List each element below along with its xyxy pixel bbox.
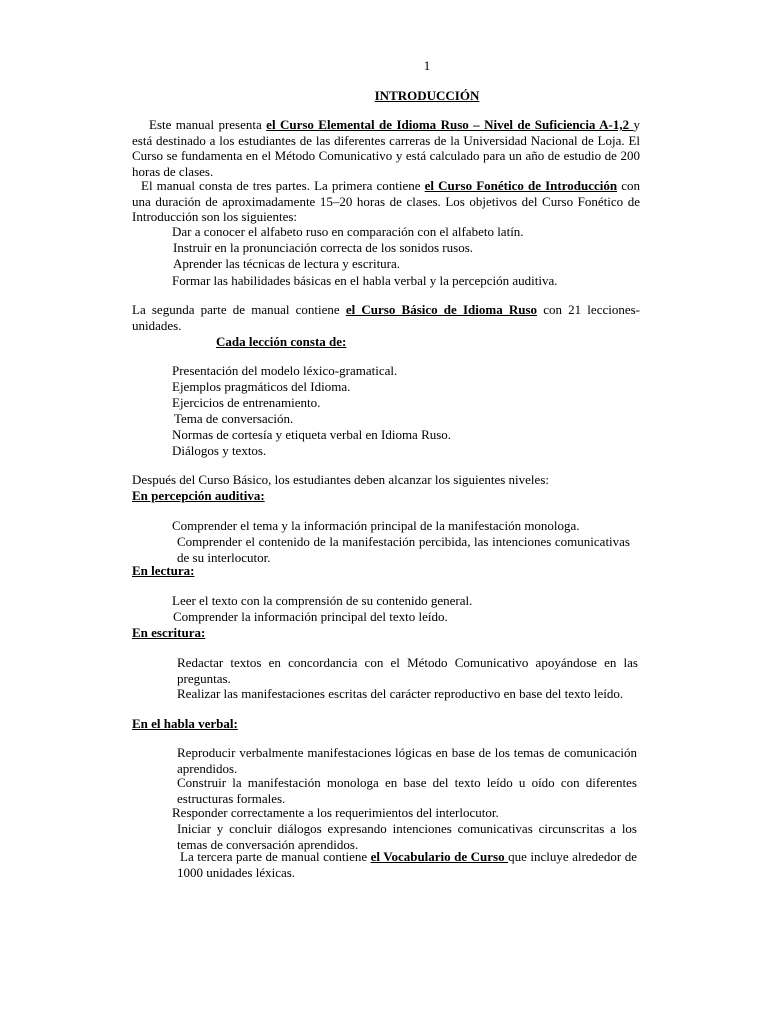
- intro-text: El manual consta de tres partes. La primera contiene: [141, 178, 425, 193]
- list-item: [177, 655, 638, 686]
- list-item: Presentación del modelo léxico-gramatical.: [172, 363, 398, 378]
- list-item: Tema de conversación.: [174, 411, 294, 426]
- list-item: [177, 745, 637, 776]
- list-item: Dar a conocer el alfabeto ruso en comparación con el alfabeto latín.: [172, 224, 524, 239]
- list-item-text: Construir la manifestación monologa en base del texto leído u oído con diferentes estructuras formales.: [177, 775, 637, 806]
- list-item: Ejemplos pragmáticos del Idioma.: [172, 379, 351, 394]
- body-text: Después del Curso Básico, los estudiantes deben alcanzar los siguientes niveles:: [132, 472, 549, 487]
- intro-paragraph-2: [132, 178, 640, 225]
- list-item: Ejercicios de entrenamiento.: [172, 395, 321, 410]
- list-item-text: Reproducir verbalmente manifestaciones lógicas en base de los temas de comunicación aprendidos.: [177, 745, 637, 776]
- list-item: Instruir en la pronunciación correcta de los sonidos rusos.: [173, 240, 474, 255]
- list-item: Comprender el tema y la información principal de la manifestación monologa.: [172, 518, 580, 533]
- list-item: [177, 534, 630, 565]
- intro-text: Este manual presenta: [149, 117, 267, 132]
- list-item-text: Comprender el contenido de la manifestación percibida, las intenciones comunicativas de su interlocutor.: [177, 534, 630, 565]
- third-part-paragraph: [177, 849, 637, 880]
- section-heading-auditiva: En percepción auditiva:: [132, 488, 265, 503]
- page-number: 1: [423, 58, 431, 73]
- list-item-text: Realizar las manifestaciones escritas del carácter reproductivo en base del texto leído.: [177, 686, 624, 701]
- body-text: con 21 lecciones-unidades.: [132, 302, 641, 333]
- list-item: [177, 821, 637, 852]
- course-title-elemental: el Curso Elemental de Idioma Ruso: [266, 117, 469, 132]
- course-title-phonetic: el Curso Fonético de Introducción: [424, 178, 618, 193]
- list-item: Leer el texto con la comprensión de su contenido general.: [172, 593, 473, 608]
- vocabulary-title: el Vocabulario de Curso: [370, 849, 509, 864]
- list-item: Normas de cortesía y etiqueta verbal en Idioma Ruso.: [172, 427, 452, 442]
- list-item: Comprender la información principal del texto leído.: [173, 609, 448, 624]
- intro-text: con una duración de aproximadamente 15–20 horas de clases. Los objetivos del Curso Fonético de Introducción son los siguientes:: [132, 178, 640, 224]
- lesson-heading: Cada lección consta de:: [216, 334, 347, 349]
- section-heading-lectura: En lectura:: [132, 563, 195, 578]
- intro-paragraph-1: [132, 117, 640, 179]
- course-title-basic: el Curso Básico de Idioma Ruso: [345, 302, 538, 317]
- page-title: INTRODUCCIÓN: [374, 88, 480, 103]
- list-item: Diálogos y textos.: [172, 443, 267, 458]
- list-item-text: Iniciar y concluir diálogos expresando intenciones comunicativas circunscritas a los temas de conversación aprendidos.: [177, 821, 637, 852]
- list-item: [177, 775, 637, 806]
- level-title: Nivel de Suficiencia A-1,2: [484, 117, 634, 132]
- list-item: Aprender las técnicas de lectura y escritura.: [173, 256, 401, 271]
- list-item: [177, 686, 638, 702]
- list-item: Formar las habilidades básicas en el habla verbal y la percepción auditiva.: [172, 273, 558, 288]
- intro-text: y está destinado a los estudiantes de las diferentes carreras de la Universidad Nacional de Loja. El Curso se fundamenta en el Método Comunicativo y está calculado para un año de estudio de 200 horas de clases.: [132, 117, 640, 179]
- body-text: que incluye alrededor de 1000 unidades léxicas.: [177, 849, 638, 880]
- body-text: La tercera parte de manual contiene: [180, 849, 371, 864]
- section-heading-habla: En el habla verbal:: [132, 716, 238, 731]
- second-part-paragraph: [132, 302, 640, 333]
- dash: –: [468, 117, 485, 132]
- section-heading-escritura: En escritura:: [132, 625, 206, 640]
- list-item-text: Redactar textos en concordancia con el Método Comunicativo apoyándose en las preguntas.: [177, 655, 638, 686]
- list-item: Responder correctamente a los requerimientos del interlocutor.: [172, 805, 499, 820]
- body-text: La segunda parte de manual contiene: [132, 302, 346, 317]
